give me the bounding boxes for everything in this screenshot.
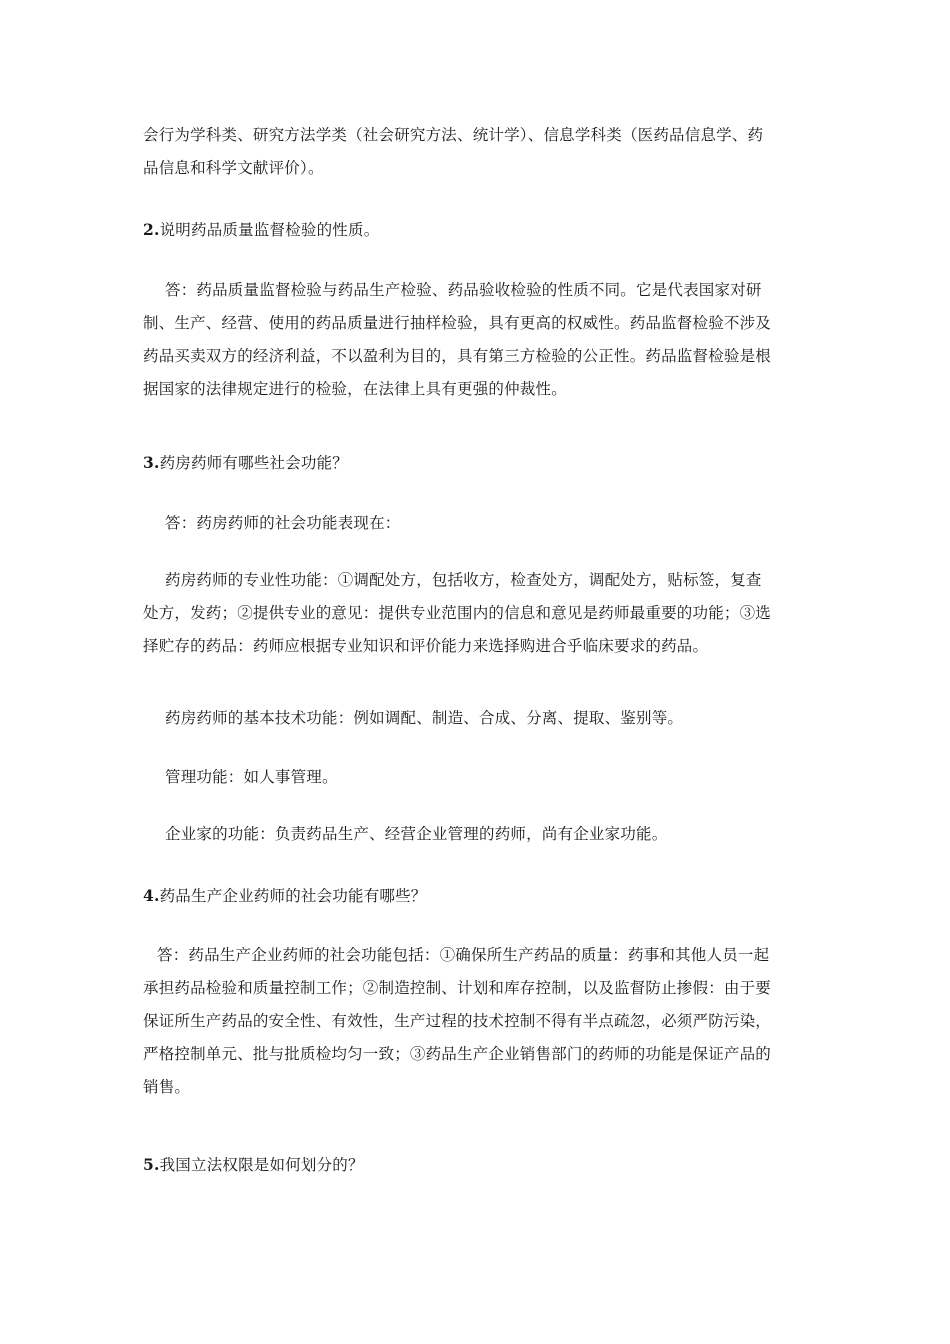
question-5-number: 5. [143, 1155, 160, 1174]
answer-4-line-2: 承担药品检验和质量控制工作；②制造控制、计划和库存控制，以及监督防止掺假：由于要 [143, 979, 772, 997]
answer-4-line-3: 保证所生产药品的安全性、有效性，生产过程的技术控制不得有半点疏忽，必须严防污染， [143, 1012, 772, 1030]
entrepreneur-function-text: 企业家的功能：负责药品生产、经营企业管理的药师，尚有企业家功能。 [165, 825, 668, 843]
professional-line-2: 处方，发药；②提供专业的意见：提供专业范围内的信息和意见是药师最重要的功能；③选 [143, 604, 772, 622]
question-3-professional-function [143, 564, 809, 663]
answer-2-line-2: 制、生产、经营、使用的药品质量进行抽样检验，具有更高的权威性。药品监督检验不涉及 [143, 314, 772, 332]
question-3-entrepreneur-function [143, 818, 809, 851]
answer-3-intro: 答：药房药师的社会功能表现在： [165, 514, 401, 532]
answer-2-line-4: 据国家的法律规定进行的检验，在法律上具有更强的仲裁性。 [143, 380, 567, 398]
question-4-number: 4. [143, 886, 160, 905]
question-5-heading [143, 1148, 809, 1181]
intro-paragraph [143, 119, 809, 185]
question-2-number: 2. [143, 220, 160, 239]
question-4-answer [143, 939, 809, 1104]
question-3-technical-function [143, 702, 809, 735]
question-4-title: 药品生产企业药师的社会功能有哪些？ [159, 887, 427, 905]
question-3-answer-intro [143, 507, 809, 540]
question-2-answer [143, 274, 809, 406]
question-4-heading [143, 879, 809, 912]
question-2-title: 说明药品质量监督检验的性质。 [159, 221, 380, 239]
answer-4-line-5: 销售。 [143, 1078, 191, 1096]
question-5-title: 我国立法权限是如何划分的？ [159, 1156, 364, 1174]
intro-line-1: 会行为学科类、研究方法学类（社会研究方法、统计学）、信息学科类（医药品信息学、药 [143, 126, 764, 144]
technical-function-text: 药房药师的基本技术功能：例如调配、制造、合成、分离、提取、鉴别等。 [165, 709, 684, 727]
question-3-title: 药房药师有哪些社会功能？ [159, 454, 348, 472]
answer-2-line-3: 药品买卖双方的经济利益，不以盈利为目的，具有第三方检验的公正性。药品监督检验是根 [143, 347, 772, 365]
question-3-management-function [143, 761, 809, 794]
answer-2-line-1: 答：药品质量监督检验与药品生产检验、药品验收检验的性质不同。它是代表国家对研 [165, 281, 762, 299]
question-3-number: 3. [143, 453, 160, 472]
answer-4-line-4: 严格控制单元、批与批质检均匀一致；③药品生产企业销售部门的药师的功能是保证产品的 [143, 1045, 772, 1063]
answer-4-line-1: 答：药品生产企业药师的社会功能包括：①确保所生产药品的质量：药事和其他人员一起 [157, 946, 770, 964]
question-2-heading [143, 213, 809, 246]
question-3-heading [143, 446, 809, 479]
management-function-text: 管理功能：如人事管理。 [165, 768, 338, 786]
intro-line-2: 品信息和科学文献评价）。 [143, 159, 324, 177]
professional-line-3: 择贮存的药品：药师应根据专业知识和评价能力来选择购进合乎临床要求的药品。 [143, 637, 709, 655]
professional-line-1: 药房药师的专业性功能：①调配处方，包括收方，检查处方，调配处方，贴标签，复查 [165, 571, 762, 589]
